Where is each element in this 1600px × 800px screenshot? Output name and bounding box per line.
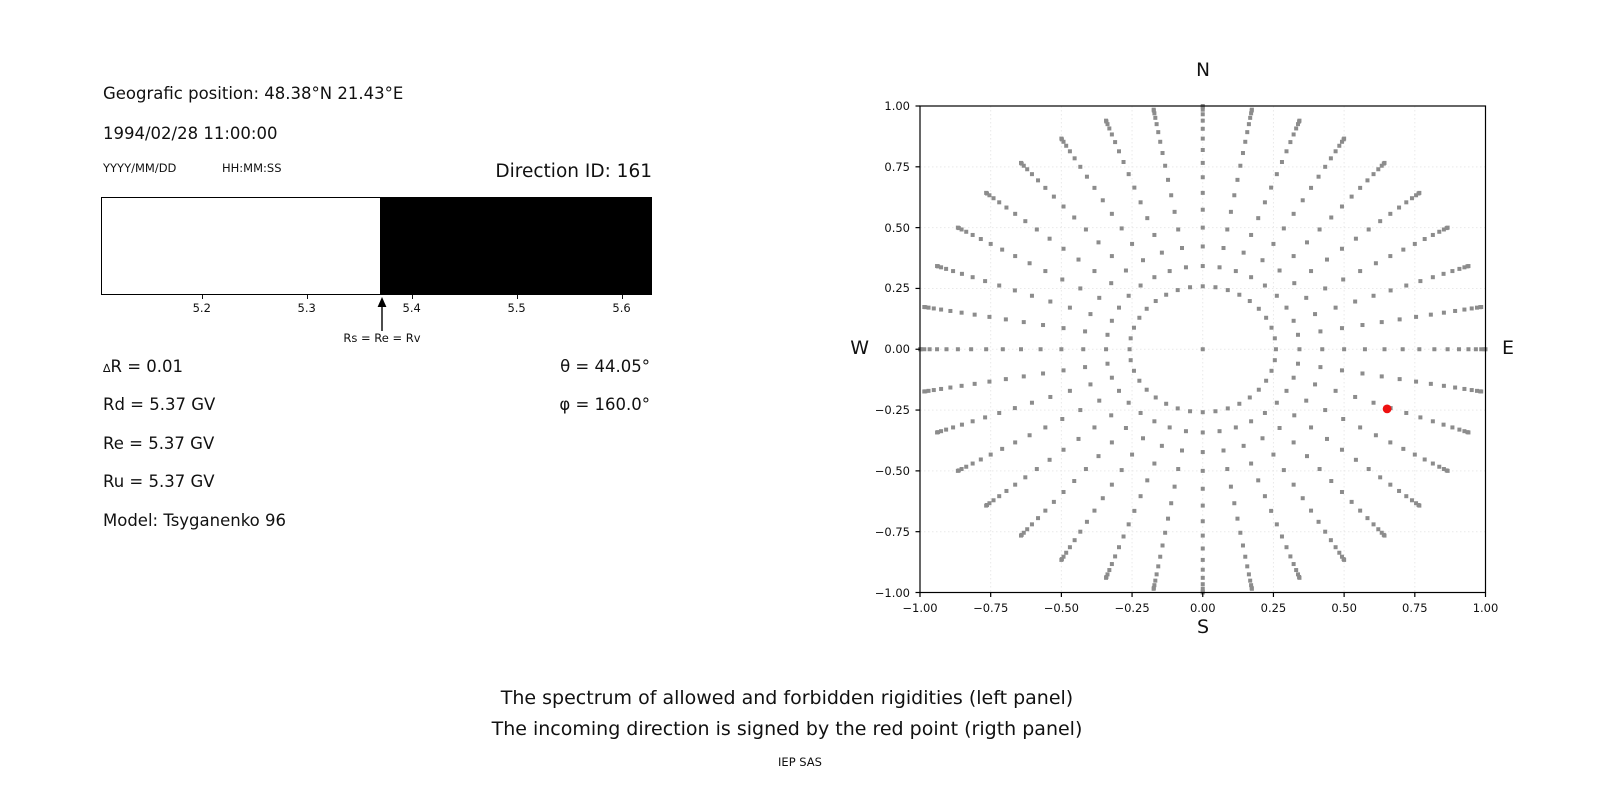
spectrum-tick-label: 5.2: [192, 301, 211, 315]
asymptotic-direction-dots: [918, 104, 1488, 595]
x-tick-label: 0.75: [1402, 600, 1428, 615]
rd-text: Rd = 5.37 GV: [103, 395, 216, 414]
y-tick-label: 0.00: [884, 342, 910, 357]
incoming-direction-red-point: [1383, 404, 1392, 413]
time-format-label: HH:MM:SS: [222, 161, 282, 175]
y-tick-label: −0.50: [874, 463, 910, 478]
caption-line-1: The spectrum of allowed and forbidden rigidities (left panel): [500, 687, 1074, 709]
re-text: Re = 5.37 GV: [103, 434, 215, 453]
compass-north-label: N: [1196, 60, 1210, 81]
y-tick-label: 0.25: [884, 281, 910, 296]
datetime-text: 1994/02/28 11:00:00: [103, 124, 278, 143]
delta-r-text: ∆R = 0.01: [103, 357, 184, 376]
y-tick-label: 0.50: [884, 220, 910, 235]
x-tick-label: 0.00: [1189, 600, 1216, 615]
delta-symbol: ∆: [103, 362, 111, 375]
y-tick-label: 0.75: [884, 159, 910, 174]
y-tick-label: −1.00: [874, 585, 910, 600]
compass-west-label: W: [850, 337, 869, 360]
geographic-position-text: Geografic position: 48.38°N 21.43°E: [103, 84, 404, 103]
model-text: Model: Tsyganenko 96: [103, 511, 287, 530]
ru-text: Ru = 5.37 GV: [103, 472, 215, 491]
caption-line-2: The incoming direction is signed by the red point (rigth panel): [491, 718, 1083, 740]
footer-credit: IEP SAS: [778, 755, 822, 769]
compass-east-label: E: [1502, 337, 1515, 360]
compass-south-label: S: [1196, 616, 1210, 638]
x-tick-label: −0.75: [973, 600, 1009, 615]
spectrum-tick-label: 5.5: [507, 301, 526, 315]
x-tick-label: 0.50: [1331, 600, 1357, 615]
x-tick-label: −0.25: [1114, 600, 1150, 615]
axis-tick-marks: [916, 106, 1486, 597]
y-tick-label: −0.75: [874, 524, 910, 539]
direction-id-text: Direction ID: 161: [495, 161, 652, 182]
theta-text: θ = 44.05°: [560, 357, 650, 376]
arrow-label: Rs = Re = Rv: [343, 331, 421, 345]
spectrum-tick-label: 5.3: [297, 301, 316, 315]
y-tick-label: −0.25: [874, 403, 910, 418]
x-tick-label: 0.25: [1260, 600, 1287, 615]
phi-text: φ = 160.0°: [559, 395, 650, 414]
x-tick-label: 1.00: [1472, 600, 1499, 615]
spectrum-tick-label: 5.6: [612, 301, 631, 315]
date-format-label: YYYY/MM/DD: [103, 161, 177, 175]
y-tick-label: 1.00: [884, 99, 910, 113]
x-tick-label: −1.00: [902, 600, 938, 615]
spectrum-tick-label: 5.4: [402, 301, 421, 315]
x-tick-label: −0.50: [1043, 600, 1079, 615]
